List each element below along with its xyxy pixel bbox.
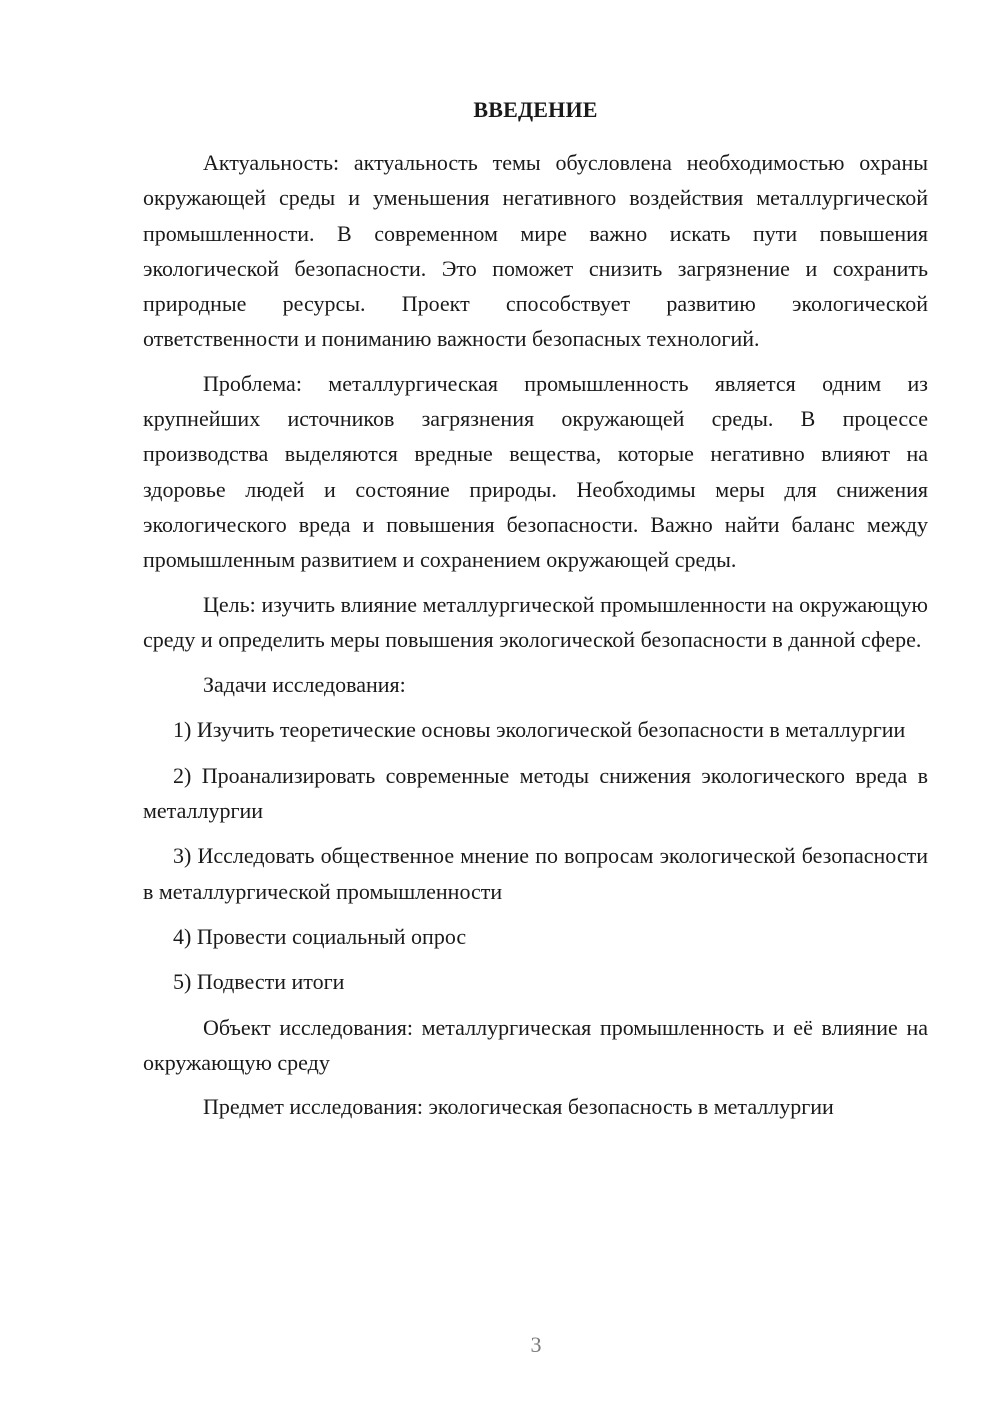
tasks-list — [143, 712, 928, 999]
task-item-5: 5) Подвести итоги — [173, 969, 345, 995]
page-content — [143, 92, 928, 1124]
page-number: 3 — [530, 1332, 542, 1357]
relevance-paragraph: Актуальность: актуальность темы обусловлена необходимостью охраны окружающей среды и уменьшения негативного воздействия металлургической промышленности. В современном мире важно искать пути повышения экологической безопасности. Это поможет снизить загрязнение и сохранить природные ресурсы. Проект способствует развитию экологической ответственности и пониманию важности безопасных технологий. — [143, 150, 928, 352]
page-title: ВВЕДЕНИЕ — [473, 97, 598, 122]
research-subject-paragraph: Предмет исследования: экологическая безопасность в металлургии — [203, 1094, 834, 1120]
task-item-4: 4) Провести социальный опрос — [173, 923, 467, 949]
goal-paragraph: Цель: изучить влияние металлургической промышленности на окружающую среду и определить меры повышения экологической безопасности в данной сфере. — [143, 591, 928, 652]
tasks-header: Задачи исследования: — [203, 672, 406, 698]
task-item-2: 2) Проанализировать современные методы снижения экологического вреда в металлургии — [143, 762, 928, 824]
problem-paragraph: Проблема: металлургическая промышленность является одним из крупнейших источников загрязнения окружающей среды. В процессе производства выделяются вредные вещества, которые негативно влияют на здоровье людей и состояние природы. Необходимы меры для снижения экологического вреда и повышения безопасности. Важно найти баланс между промышленным развитием и сохранением окружающей среды. — [143, 370, 928, 573]
task-item-1: 1) Изучить теоретические основы экологической безопасности в металлургии — [173, 717, 906, 743]
task-item-3: 3) Исследовать общественное мнение по вопросам экологической безопасности в металлургической промышленности — [143, 843, 928, 904]
research-object-paragraph: Объект исследования: металлургическая промышленность и её влияние на окружающую среду — [143, 1014, 928, 1075]
